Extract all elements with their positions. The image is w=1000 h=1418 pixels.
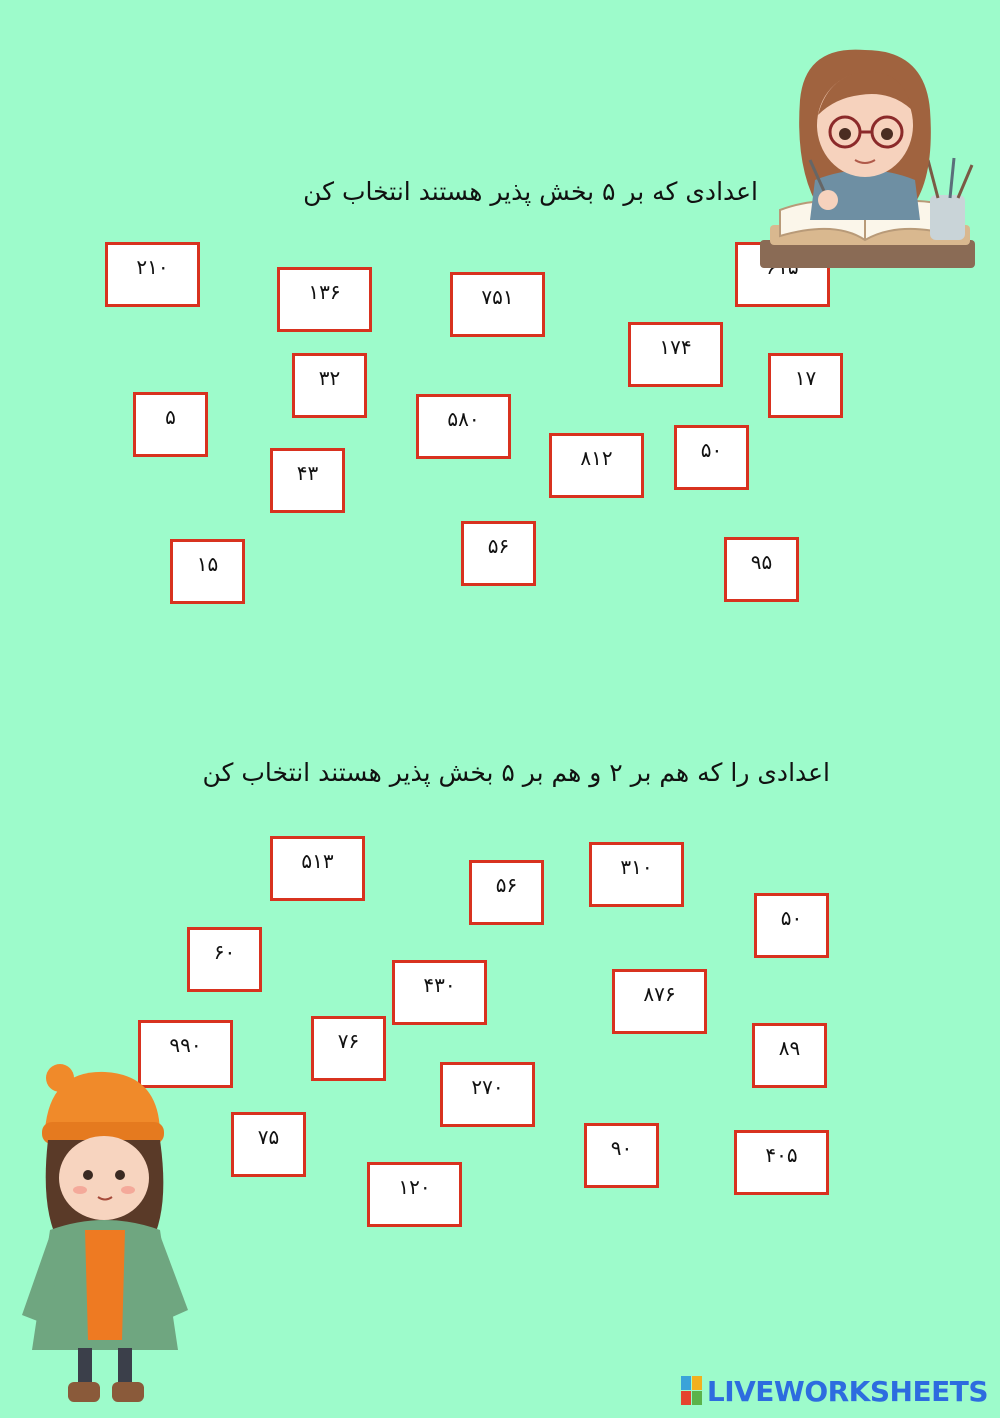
number-choice[interactable]: ۴۳۰ [392,960,487,1025]
number-choice[interactable]: ۳۲ [292,353,367,418]
number-choice[interactable]: ۵۰ [674,425,749,490]
number-choice[interactable]: ۸۷۶ [612,969,707,1034]
section2-title: اعدادی را که هم بر ۲ و هم بر ۵ بخش پذیر هستند انتخاب کن [202,758,830,787]
girl-reading-book-illustration [740,40,980,275]
number-choice[interactable]: ۵۰ [754,893,829,958]
section1-title: اعدادی که بر ۵ بخش پذیر هستند انتخاب کن [303,177,758,206]
number-choice[interactable]: ۹۰ [584,1123,659,1188]
number-choice[interactable]: ۵۶ [469,860,544,925]
number-choice[interactable]: ۵۱۳ [270,836,365,901]
number-choice[interactable]: ۸۹ [752,1023,827,1088]
number-choice[interactable]: ۲۱۰ [105,242,200,307]
number-choice[interactable]: ۱۲۰ [367,1162,462,1227]
number-choice[interactable]: ۶۰ [187,927,262,992]
number-choice[interactable]: ۵ [133,392,208,457]
liveworksheets-logo-icon [681,1376,703,1406]
number-choice[interactable]: ۱۷۴ [628,322,723,387]
liveworksheets-logo-text: LIVEWORKSHEETS [706,1374,988,1408]
number-choice[interactable]: ۱۵ [170,539,245,604]
number-choice[interactable]: ۹۹۰ [138,1020,233,1088]
number-choice[interactable]: ۷۵ [231,1112,306,1177]
liveworksheets-logo[interactable] [681,1374,988,1408]
number-choice[interactable]: ۷۵۱ [450,272,545,337]
number-choice[interactable]: ۱۳۶ [277,267,372,332]
number-choice[interactable]: ۸۱۲ [549,433,644,498]
number-choice[interactable]: ۷۶ [311,1016,386,1081]
number-choice[interactable]: ۹۵ [724,537,799,602]
number-choice[interactable]: ۴۰۵ [734,1130,829,1195]
number-choice[interactable]: ۵۶ [461,521,536,586]
girl-in-winter-coat-illustration [10,1060,200,1410]
number-choice[interactable]: ۳۱۰ [589,842,684,907]
number-choice[interactable]: ۱۷ [768,353,843,418]
number-choice[interactable]: ۲۷۰ [440,1062,535,1127]
number-choice[interactable]: ۴۳ [270,448,345,513]
number-choice[interactable]: ۵۸۰ [416,394,511,459]
